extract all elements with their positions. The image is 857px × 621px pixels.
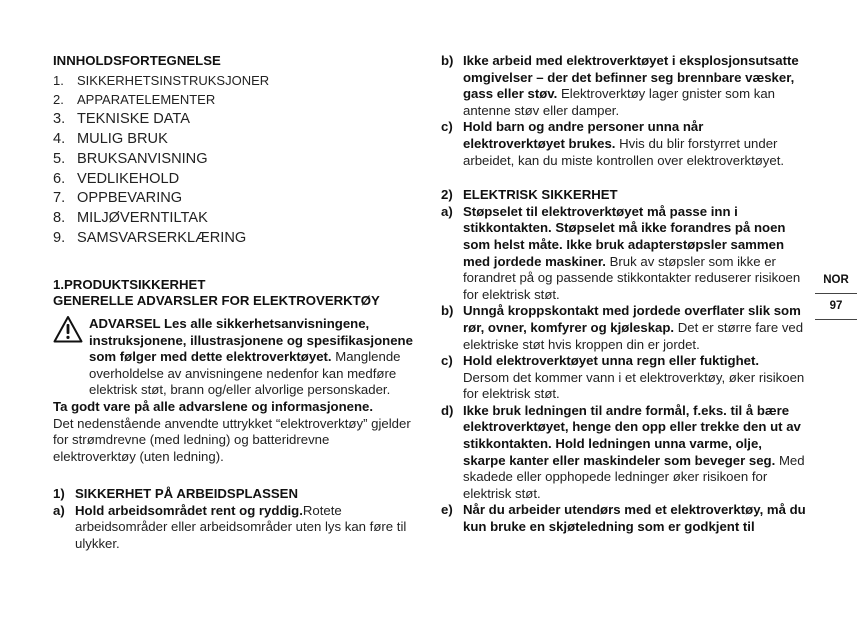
electrical-item-c (441, 353, 808, 403)
item-bold-text: Støpselet til elektroverktøyet må passe inn i stikkontakten. Støpselet må ikke forandres på noen som helst måte. Ikke bruk adapterstøpsler sammen med jordede maskiner. (463, 203, 786, 269)
item-bold-text: Ikke bruk ledningen til andre formål, f.eks. til å bære elektroverktøyet, henge den opp eller trekke den ut av stikkontakten. Hold ledningen unna varme, olje, skarpe kanter eller maskindeler som beveger seg. (463, 402, 801, 468)
section-number: 2) (441, 187, 453, 203)
page-number: 97 (829, 300, 843, 312)
toc-item (53, 150, 413, 170)
toc-item (53, 71, 413, 91)
item-label: e) (441, 502, 453, 518)
workplace-item-c (441, 119, 808, 169)
toc-item-number: 4. (53, 130, 66, 147)
electrical-item-d (441, 403, 808, 503)
toc-item-label: SAMSVARSERKLÆRING (77, 229, 247, 246)
item-body-text: Dersom det kommer vann i et elektroverktøy, øker risikoen for elektrisk støt. (463, 369, 805, 402)
toc-item (53, 130, 413, 150)
item-label: c) (441, 119, 453, 135)
item-bold-text: Unngå kroppskontakt med jordede overflater slik som rør, ovner, komfyrer og kjøleskap. (463, 303, 801, 335)
toc-item-label: OPPBEVARING (77, 190, 183, 207)
language-code: NOR (823, 274, 849, 286)
item-bold-text: Hold arbeidsområdet rent og ryddig. (75, 502, 303, 518)
keep-instructions-bold: Ta godt vare på alle advarslene og informasjonene. (53, 398, 374, 414)
toc-item-label: APPARATELEMENTER (77, 92, 216, 108)
item-label: b) (441, 303, 454, 319)
item-label: c) (441, 353, 453, 369)
item-label: d) (441, 402, 454, 418)
toc-item-number: 7. (53, 190, 66, 207)
item-body-text: Med skadede eller opphopede ledninger øker risikoen for elektrisk støt. (463, 452, 805, 501)
toc-item (53, 189, 413, 209)
electrical-item-a (441, 204, 808, 304)
section-subheading: GENERELLE ADVARSLER FOR ELEKTROVERKTØY (53, 293, 380, 309)
item-body-text: Bruk av støpsler som ikke er forandret på og passende stikkontakter reduserer risikoen for elektrisk støt. (463, 253, 801, 302)
toc-item-label: MILJØVERNTILTAK (77, 210, 208, 227)
keep-instructions-text: Det nedenstående anvendte uttrykket “elektroverktøy” gjelder for strømdrevne (med ledning) og batteridrevne elektroverktøy (uten ledning). (53, 415, 411, 464)
workplace-heading (53, 486, 413, 503)
item-bold-text: Hold barn og andre personer unna når elektroverktøyet brukes. (463, 119, 704, 151)
warning-bold-text: ADVARSEL Les alle sikkerhetsanvisningene, instruksjonene, illustrasjonene og spesifikasjonene som følger med dette elektroverktøyet. (89, 315, 413, 365)
warning-paragraph (53, 316, 413, 399)
toc-item-number: 9. (53, 229, 66, 246)
item-label: b) (441, 53, 454, 68)
toc-item-label: TEKNISKE DATA (77, 111, 190, 128)
section-number: 1) (53, 486, 65, 502)
electrical-heading (441, 187, 808, 204)
left-column (53, 53, 413, 553)
toc-item (53, 110, 413, 130)
toc-item (53, 170, 413, 190)
right-column (441, 53, 808, 536)
toc-item-label: BRUKSANVISNING (77, 150, 208, 167)
section-title: ELEKTRISK SIKKERHET (463, 187, 618, 203)
toc-item-label: MULIG BRUK (77, 130, 168, 147)
item-body-text: Rotete arbeidsområder eller arbeidsområder uten lys kan føre til ulykker. (75, 502, 407, 552)
toc-item-number: 6. (53, 170, 66, 187)
warning-body-text: Manglende overholdelse av anvisningene nedenfor kan medføre elektrisk støt, brann og/eller alvorlige personskader. (89, 349, 401, 398)
toc-item (53, 90, 413, 110)
workplace-item-b (441, 53, 808, 119)
item-bold-text: Ikke arbeid med elektroverktøyet i eksplosjonsutsatte omgivelser – der det befinner seg brennbare væsker, gass eller støv. (463, 53, 799, 102)
toc-item-number: 1. (53, 72, 64, 88)
toc-list (53, 71, 413, 249)
item-label: a) (441, 203, 453, 219)
item-body-text: Hvis du blir forstyrret under arbeidet, kan du miste kontrollen over elektroverktøyet. (463, 135, 785, 168)
page-side-tab (815, 268, 857, 320)
electrical-item-b (441, 303, 808, 353)
toc-item-number: 3. (53, 111, 66, 128)
tab-divider (815, 319, 857, 320)
toc-title: INNHOLDSFORTEGNELSE (53, 53, 221, 68)
electrical-item-e (441, 502, 808, 535)
workplace-item-a (53, 503, 413, 553)
section-heading: 1.PRODUKTSIKKERHET (53, 276, 206, 292)
toc-item-label: VEDLIKEHOLD (77, 170, 180, 187)
toc-item (53, 229, 413, 249)
item-bold-text: Hold elektroverktøyet unna regn eller fuktighet. (463, 353, 760, 369)
toc-item-number: 8. (53, 210, 66, 227)
toc-item-number: 2. (53, 92, 64, 108)
item-body-text: Det er større fare ved elektriske støt hvis kroppen din er jordet. (463, 319, 804, 352)
item-body-text: Elektroverktøy lager gnister som kan antenne støv eller damper. (463, 86, 775, 118)
warning-triangle-icon (53, 315, 83, 345)
toc-item-number: 5. (53, 150, 66, 167)
section-title: SIKKERHET PÅ ARBEIDSPLASSEN (75, 486, 298, 502)
item-bold-text: Når du arbeider utendørs med et elektroverktøy, må du kun bruke en skjøteledning som er godkjent til (463, 502, 806, 535)
item-label: a) (53, 502, 65, 518)
toc-item-label: SIKKERHETSINSTRUKSJONER (77, 72, 270, 88)
toc-item (53, 209, 413, 229)
